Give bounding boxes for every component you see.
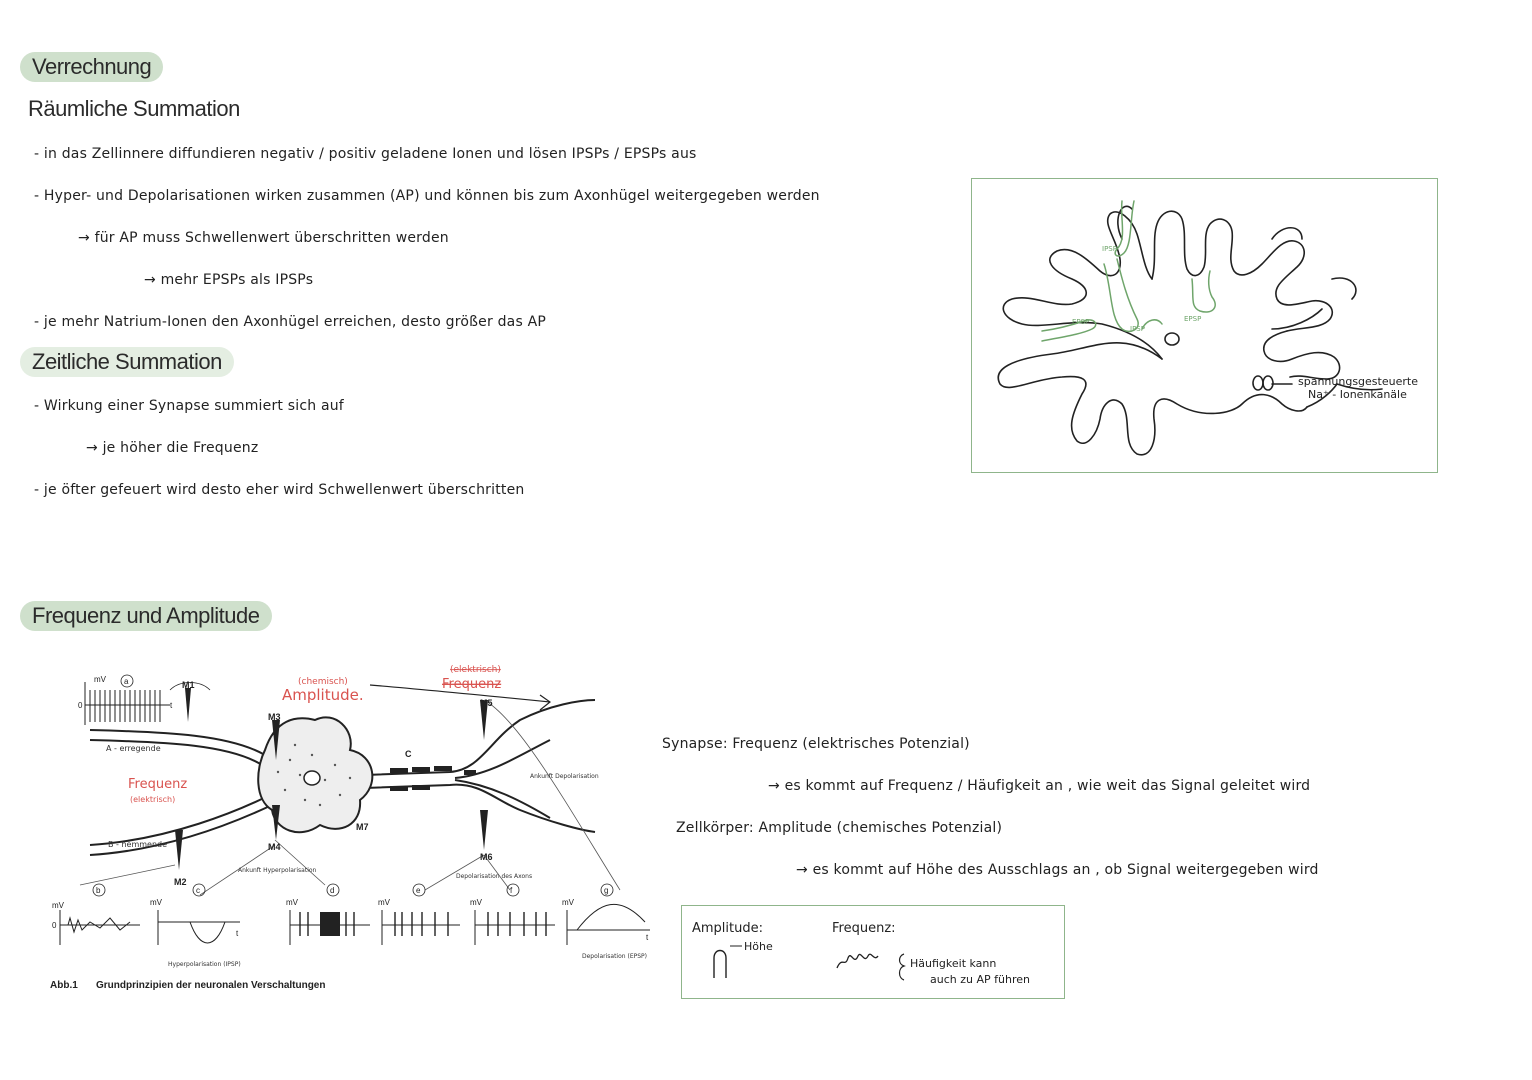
axis-mv-f: mV [470, 898, 482, 907]
subtitle-spatial-summation: Räumliche Summation [28, 96, 240, 121]
note-frequency-red: Frequenz [128, 777, 188, 792]
axis-mv-top: mV [94, 675, 106, 684]
circle-label-a: a [124, 677, 129, 686]
annotation-line1: spannungsgesteuerte [1298, 375, 1418, 388]
label-hyperpol: Hyperpolarisation (IPSP) [168, 961, 241, 968]
circle-label-g: g [604, 886, 609, 895]
note-frequency-strike-small: (elektrisch) [450, 665, 501, 675]
circle-label-c: c [196, 886, 200, 895]
marker-m6: M6 [480, 852, 493, 862]
label-arrival-depol: Ankunft Depolarisation [530, 773, 599, 780]
spatial-line-1: - in das Zellinnere diffundieren negativ / positiv geladene Ionen und lösen IPSPs / EPSPs aus [34, 146, 697, 162]
marker-m4: M4 [268, 842, 281, 852]
label-depol-epsp: Depolarisation (EPSP) [582, 953, 647, 960]
cell-line: Zellkörper: Amplitude (chemisches Potenzial) [676, 820, 1003, 836]
label-epsp-left: EPSP [1072, 318, 1090, 326]
spatial-line-3: → für AP muss Schwellenwert überschritten werden [78, 230, 449, 246]
temporal-line-1: - Wirkung einer Synapse summiert sich auf [34, 398, 344, 414]
label-b-hemmende: B - hemmende [108, 840, 168, 849]
axis-t-g: t [646, 933, 649, 942]
label-ipsp-top: IPSP [1102, 245, 1117, 253]
neural-circuit-figure [50, 660, 655, 1000]
note-amplitude-small: (chemisch) [298, 677, 348, 687]
temporal-line-2: → je höher die Frequenz [86, 440, 259, 456]
cell-sub: → es kommt auf Höhe des Ausschlags an , ob Signal weitergegeben wird [796, 862, 1319, 878]
axis-mv-e: mV [378, 898, 390, 907]
subtitle-temporal-summation: Zeitliche Summation [20, 347, 234, 377]
axis-mv-c: mV [150, 898, 162, 907]
synapse-line: Synapse: Frequenz (elektrisches Potenzial) [662, 736, 970, 752]
axis-zero-top: 0 [78, 701, 83, 710]
legend-amplitude-label: Amplitude: [692, 921, 763, 936]
axis-mv-b: mV [52, 901, 64, 910]
neuron-drawing [972, 179, 1437, 472]
section-title-frequenz-amplitude: Frequenz und Amplitude [20, 601, 272, 631]
label-axon-depol: Depolarisation des Axons [456, 873, 533, 880]
section-title-verrechnung: Verrechnung [20, 52, 163, 82]
circle-label-b: b [96, 886, 101, 895]
label-a-erregende: A - erregende [106, 744, 161, 753]
synapse-sub: → es kommt auf Frequenz / Häufigkeit an , wie weit das Signal geleitet wird [768, 778, 1311, 794]
marker-m7: M7 [356, 822, 369, 832]
marker-m5: M5 [480, 698, 493, 708]
marker-c: C [405, 749, 412, 759]
circle-label-f: f [510, 886, 513, 895]
marker-m3: M3 [268, 712, 281, 722]
axis-mv-g: mV [562, 898, 574, 907]
temporal-line-3: - je öfter gefeuert wird desto eher wird Schwellenwert überschritten [34, 482, 525, 498]
amplitude-frequency-legend [681, 905, 1065, 999]
circle-label-d: d [330, 886, 335, 895]
axis-t-top: t [170, 701, 173, 710]
legend-frequency-label: Frequenz: [832, 921, 896, 936]
spatial-line-5: - je mehr Natrium-Ionen den Axonhügel erreichen, desto größer das AP [34, 314, 547, 330]
note-frequency-strike: Frequenz [442, 677, 502, 692]
axis-t-c: t [236, 929, 239, 938]
axis-mv-d: mV [286, 898, 298, 907]
annotation-line2: Na⁺ - Ionenkanäle [1308, 388, 1407, 401]
label-ipsp-mid: IPSP [1130, 325, 1145, 333]
note-amplitude: Amplitude. [282, 686, 364, 704]
neuron-sketch-box [971, 178, 1438, 473]
caption-number: Abb.1 [50, 980, 78, 991]
spatial-line-2: - Hyper- und Depolarisationen wirken zusammen (AP) und können bis zum Axonhügel weitergegeben werden [34, 188, 820, 204]
legend-frequency-note1: Häufigkeit kann [910, 957, 997, 970]
marker-m2: M2 [174, 877, 187, 887]
axis-zero-b: 0 [52, 921, 57, 930]
legend-amplitude-note: Höhe [744, 940, 773, 953]
legend-frequency-note2: auch zu AP führen [930, 973, 1030, 986]
caption-text: Grundprinzipien der neuronalen Verschaltungen [96, 980, 326, 991]
marker-m1: M1 [182, 680, 195, 690]
legend-drawing [682, 906, 1064, 998]
circle-label-e: e [416, 886, 421, 895]
note-frequency-red-small: (elektrisch) [130, 795, 176, 804]
label-arrival-hyper: Ankunft Hyperpolarisation [238, 867, 317, 874]
label-epsp-right: EPSP [1184, 315, 1202, 323]
spatial-line-4: → mehr EPSPs als IPSPs [144, 272, 314, 288]
figure-drawing [50, 660, 655, 1000]
